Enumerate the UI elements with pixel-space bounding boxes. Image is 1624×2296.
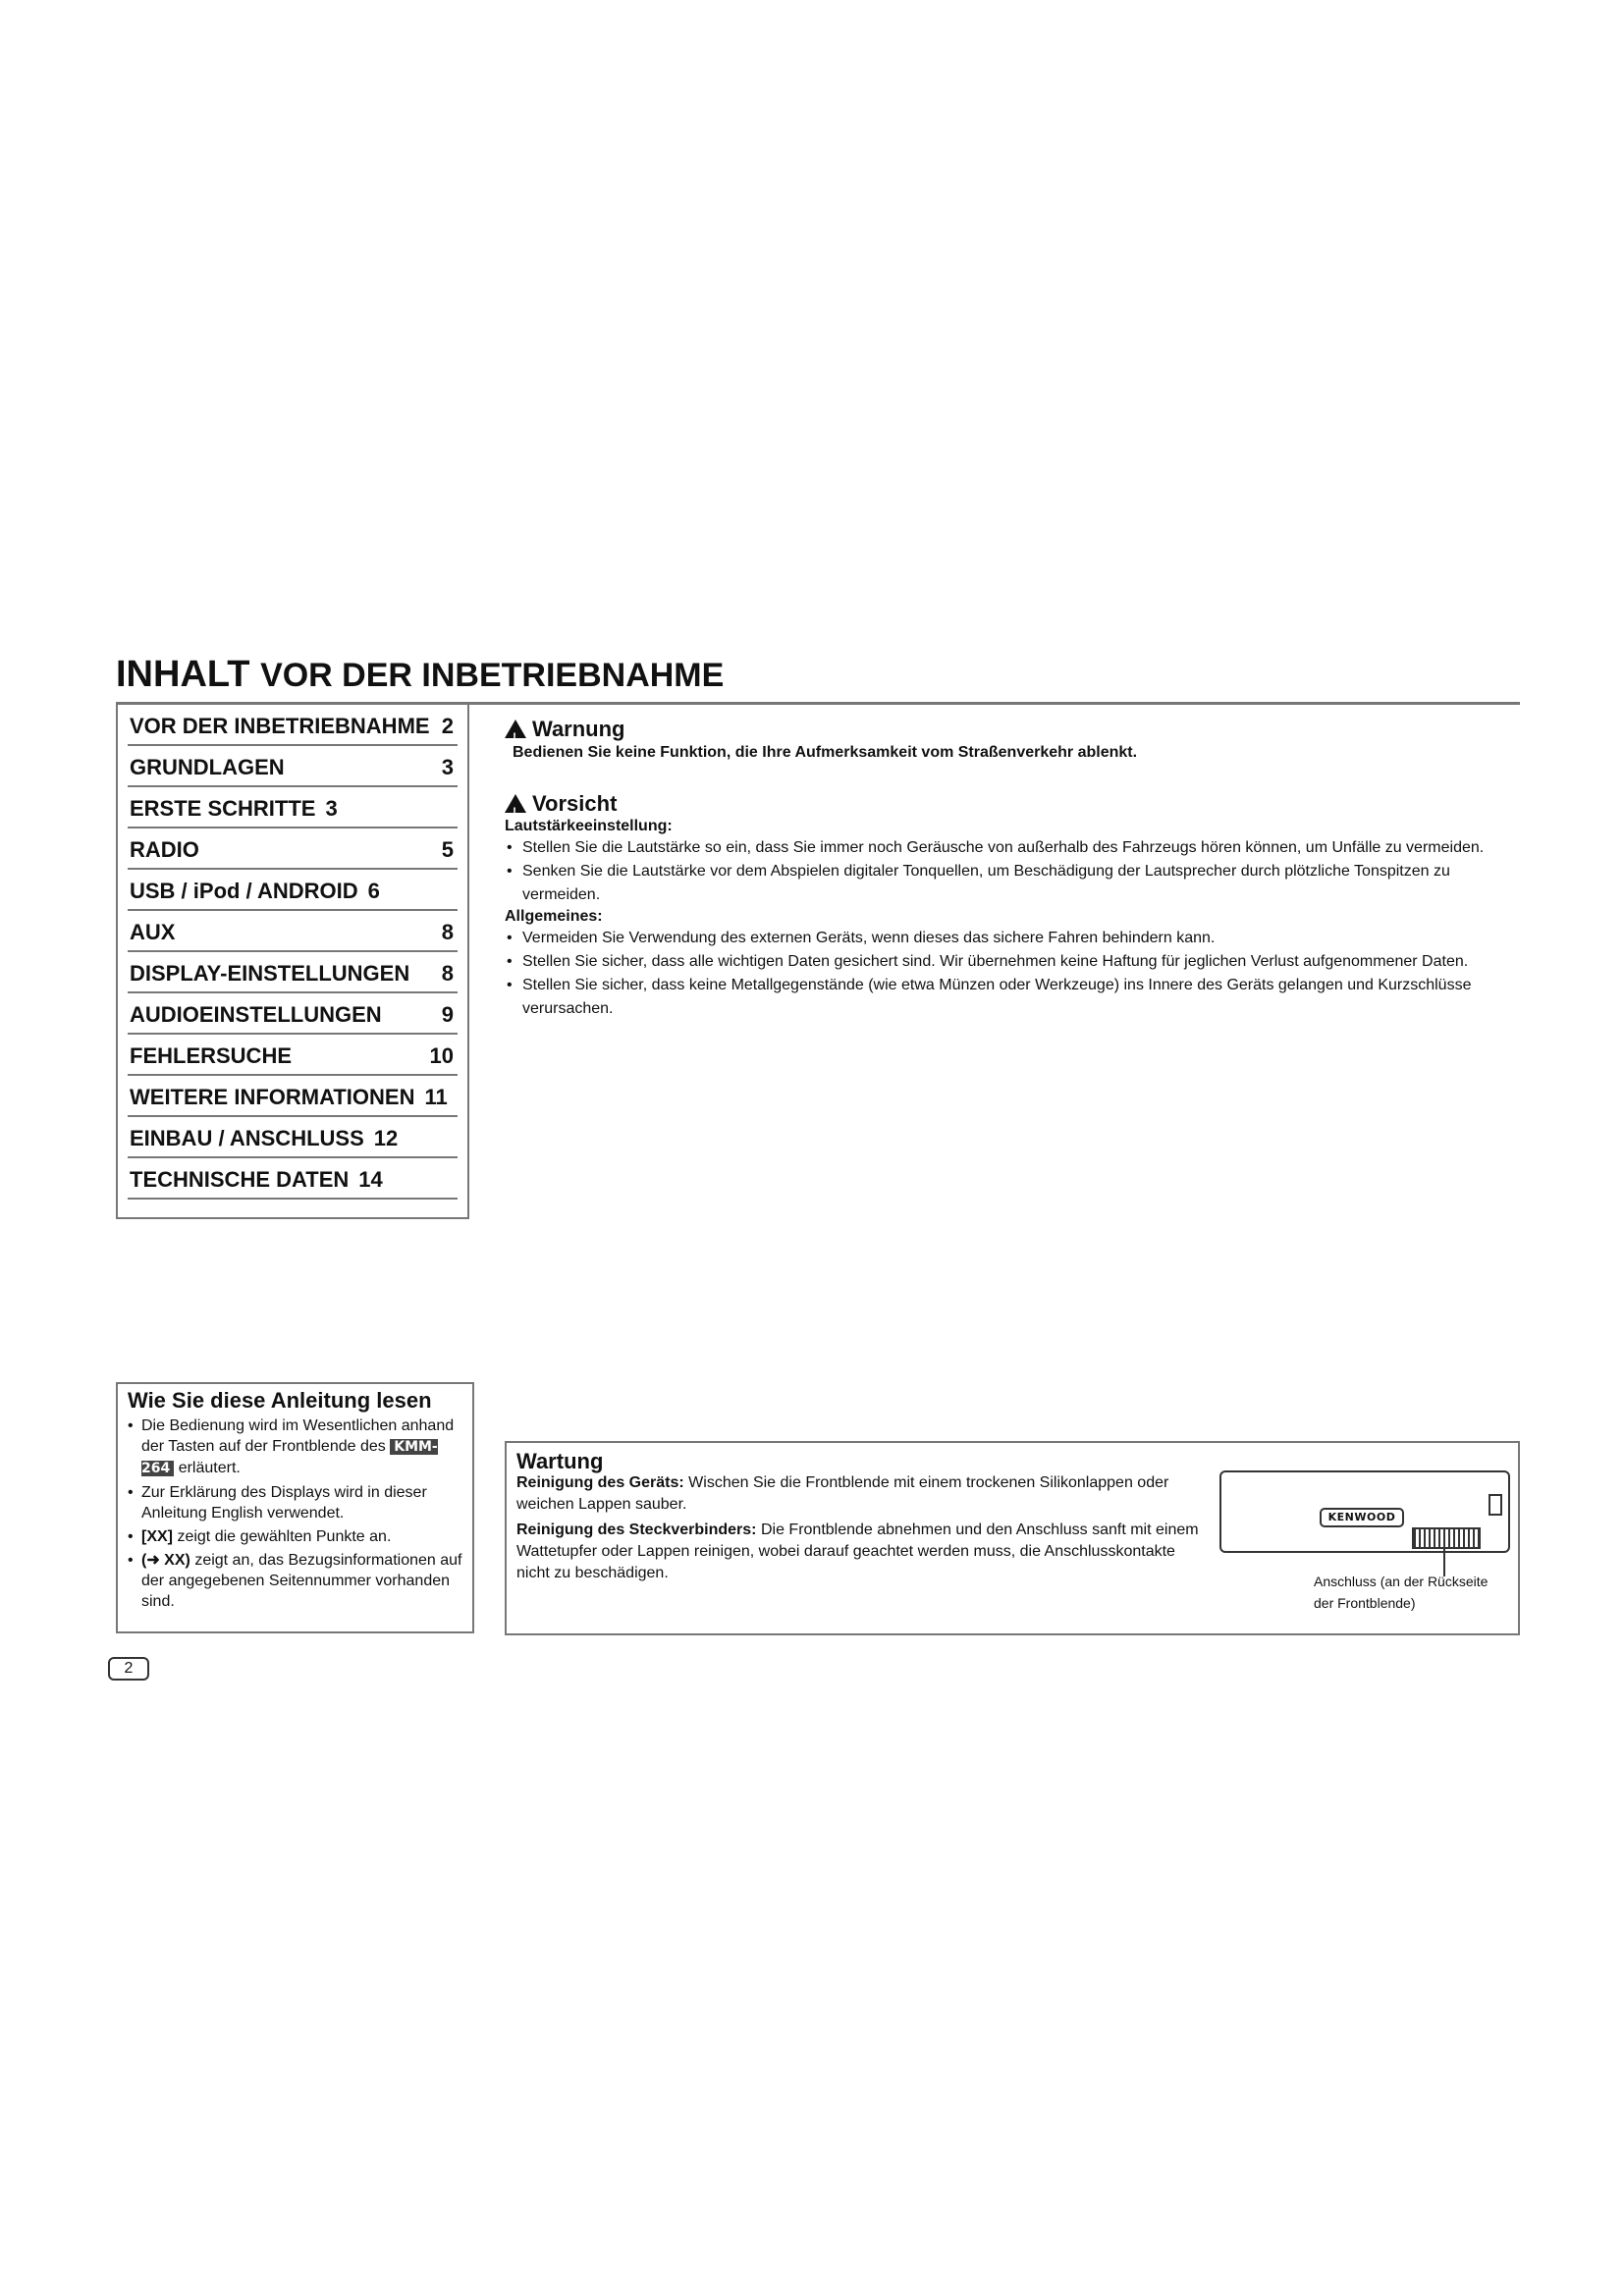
toc-item[interactable]	[128, 993, 458, 1035]
page-header	[116, 652, 1520, 705]
warning-title: Warnung	[532, 717, 625, 741]
howto-item3-text: zeigt die gewählten Punkte an.	[177, 1528, 392, 1545]
list-item	[128, 1526, 464, 1547]
toc-item[interactable]	[128, 1035, 458, 1076]
toc-label: VOR DER INBETRIEBNAHME	[130, 714, 430, 738]
toc-item[interactable]	[128, 828, 458, 870]
list-item: • Vermeiden Sie Verwendung des externen Geräts, wenn dieses das sichere Fahren behindern kann.	[505, 927, 1516, 950]
toc-item[interactable]	[128, 1158, 458, 1200]
toc-page: 10	[429, 1043, 454, 1068]
toc-item[interactable]	[128, 1117, 458, 1158]
toc-page: 9	[441, 1002, 454, 1027]
list-item: • Zur Erklärung des Displays wird in dieser Anleitung English verwendet.	[128, 1482, 464, 1523]
page-title	[116, 652, 1520, 698]
toc-page: 3	[441, 755, 454, 779]
toc-page: 6	[367, 879, 380, 903]
howto-list	[128, 1415, 464, 1612]
connector-caption: Anschluss (an der Rückseite der Frontblende)	[1314, 1574, 1489, 1611]
toc-label: AUDIOEINSTELLUNGEN	[130, 1002, 382, 1027]
list-item	[128, 1550, 464, 1612]
toc-page: 8	[441, 920, 454, 944]
toc-page: 12	[373, 1126, 399, 1150]
page-number: 2	[108, 1657, 149, 1681]
howto-box	[116, 1382, 474, 1633]
table-of-contents	[116, 703, 469, 1219]
toc-label: RADIO	[130, 837, 199, 862]
toc-label: USB / iPod / ANDROID	[130, 879, 358, 903]
title-section: VOR DER INBETRIEBNAHME	[260, 657, 725, 694]
caution-title: Vorsicht	[532, 791, 618, 816]
howto-item1-pre: Die Bedienung wird im Wesentlichen anhand der Tasten auf der Frontblende des	[141, 1417, 455, 1455]
list-item: • Stellen Sie die Lautstärke so ein, dass Sie immer noch Geräusche von außerhalb des Fahrzeugs hören können, um Unfälle zu vermeiden.	[505, 836, 1516, 860]
toc-item[interactable]	[128, 911, 458, 952]
list-item: • Stellen Sie sicher, dass keine Metallgegenstände (wie etwa Münzen oder Werkzeuge) ins Innere des Geräts gelangen und Kurzschlüsse verursachen.	[505, 974, 1516, 1021]
toc-item[interactable]	[128, 746, 458, 787]
title-main: INHALT	[116, 654, 250, 695]
maintenance-paragraph	[516, 1472, 1204, 1516]
reference-marker: (➜ XX)	[141, 1552, 190, 1569]
paragraph-label: Reinigung des Geräts:	[516, 1474, 684, 1491]
toc-label: DISPLAY-EINSTELLUNGEN	[130, 961, 410, 986]
warning-triangle-icon	[505, 794, 526, 813]
toc-item[interactable]	[128, 1076, 458, 1117]
release-button-icon	[1489, 1494, 1502, 1516]
general-heading: Allgemeines:	[505, 908, 603, 925]
kenwood-logo: KENWOOD	[1320, 1508, 1404, 1527]
howto-item4-text: zeigt an, das Bezugsinformationen auf der angegebenen Seitennummer vorhanden sind.	[141, 1552, 462, 1610]
toc-label: AUX	[130, 920, 176, 944]
toc-label: WEITERE INFORMATIONEN	[130, 1085, 415, 1109]
maintenance-title: Wartung	[516, 1449, 604, 1473]
toc-label: GRUNDLAGEN	[130, 755, 285, 779]
toc-label: ERSTE SCHRITTE	[130, 796, 316, 821]
volume-list	[505, 836, 1516, 907]
paragraph-text: Wischen Sie die Frontblende mit einem trockenen Silikonlappen oder weichen Lappen sauber.	[516, 1474, 1169, 1513]
toc-page: 11	[424, 1085, 448, 1109]
list-item: • Stellen Sie sicher, dass alle wichtigen Daten gesichert sind. Wir übernehmen keine Haftung für jeglichen Verlust aufgenommener Daten.	[505, 950, 1516, 974]
faceplate-illustration	[1219, 1470, 1510, 1557]
model-badge: KMM-264	[141, 1439, 438, 1476]
warning-text: Bedienen Sie keine Funktion, die Ihre Aufmerksamkeit vom Straßenverkehr ablenkt.	[513, 744, 1138, 761]
general-list	[505, 927, 1516, 1021]
toc-page: 3	[325, 796, 338, 821]
connector-icon	[1412, 1527, 1481, 1549]
toc-label: FEHLERSUCHE	[130, 1043, 293, 1068]
warning-heading	[505, 717, 1516, 742]
volume-heading: Lautstärkeeinstellung:	[505, 818, 673, 834]
toc-label: TECHNISCHE DATEN	[130, 1167, 350, 1192]
paragraph-label: Reinigung des Steckverbinders:	[516, 1522, 757, 1538]
howto-item1-post: erläutert.	[178, 1460, 241, 1476]
caution-section	[505, 791, 1516, 1021]
toc-item[interactable]	[128, 870, 458, 911]
caution-heading	[505, 791, 1516, 817]
toc-page: 8	[441, 961, 454, 986]
toc-item[interactable]	[128, 705, 458, 746]
paragraph-text: Die Frontblende abnehmen und den Anschluss sanft mit einem Wattetupfer oder Lappen reinigen, wobei darauf geachtet werden muss, die Anschlusskontakte nicht zu beschädigen.	[516, 1522, 1199, 1581]
toc-page: 5	[441, 837, 454, 862]
list-item: • Senken Sie die Lautstärke vor dem Abspielen digitaler Tonquellen, um Beschädigung der Lautsprecher durch plötzliche Tonspitzen zu vermeiden.	[505, 860, 1516, 907]
maintenance-body	[516, 1472, 1204, 1584]
maintenance-box	[505, 1441, 1520, 1635]
warning-triangle-icon	[505, 720, 526, 738]
toc-page: 2	[441, 714, 454, 738]
toc-item[interactable]	[128, 952, 458, 993]
toc-label: EINBAU / ANSCHLUSS	[130, 1126, 364, 1150]
list-item	[128, 1415, 464, 1479]
code-marker: [XX]	[141, 1528, 173, 1545]
maintenance-paragraph	[516, 1520, 1204, 1584]
toc-item[interactable]	[128, 787, 458, 828]
howto-title: Wie Sie diese Anleitung lesen	[128, 1388, 432, 1413]
toc-page: 14	[358, 1167, 383, 1192]
warning-section	[505, 717, 1516, 762]
